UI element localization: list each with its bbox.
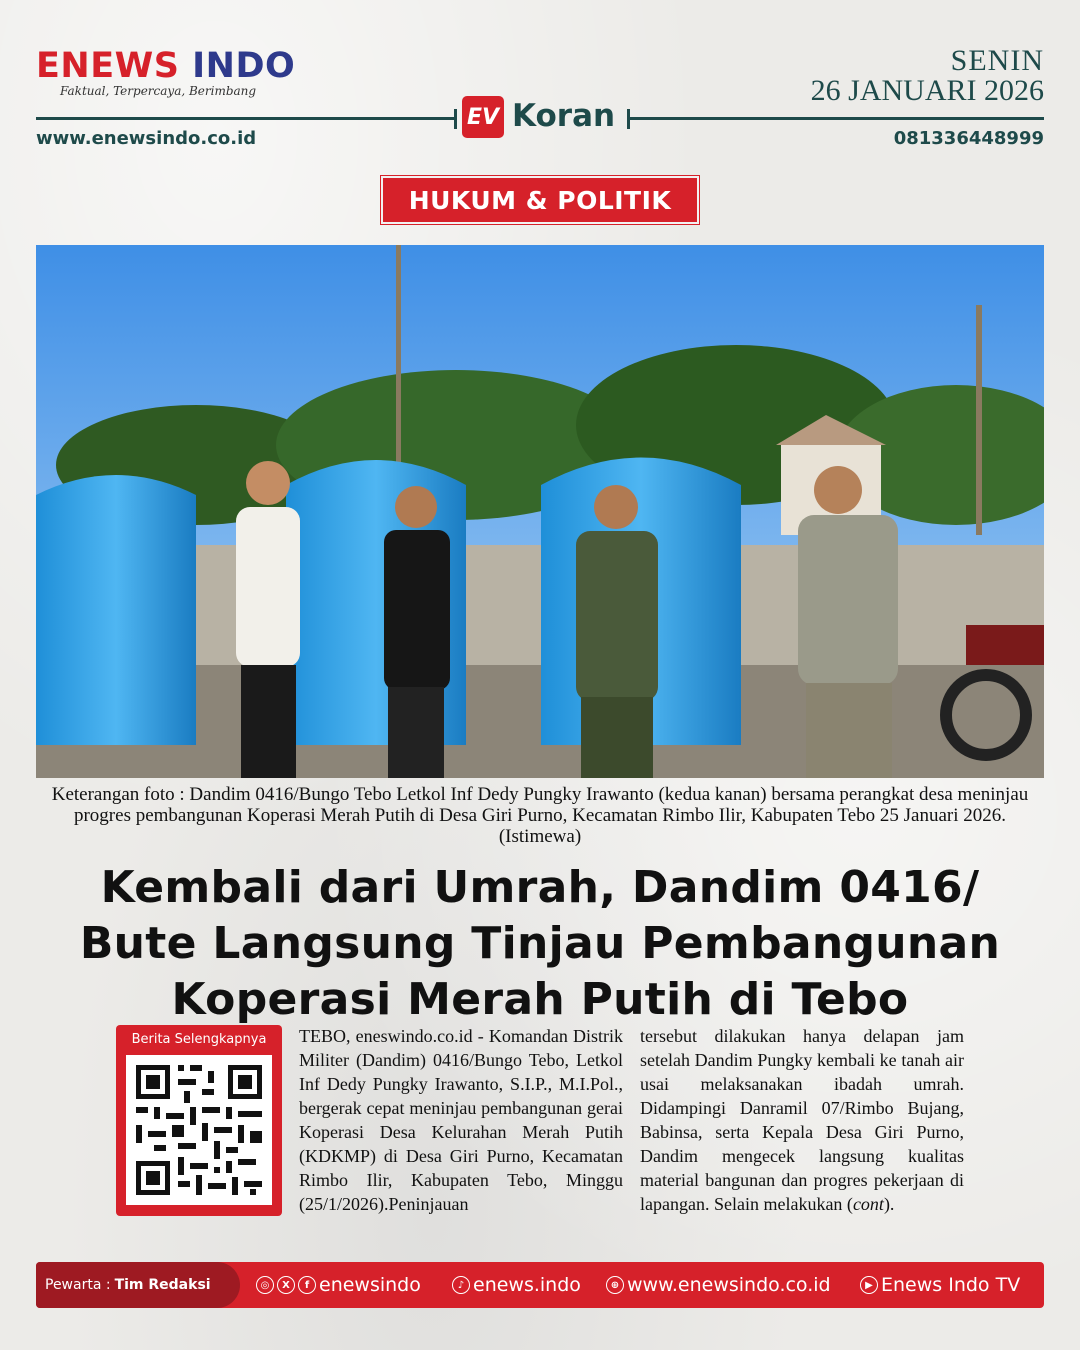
qr-label: Berita Selengkapnya xyxy=(131,1032,267,1047)
youtube-link[interactable] xyxy=(860,1262,1020,1308)
article-photo xyxy=(36,245,1044,778)
qr-card[interactable] xyxy=(116,1025,282,1216)
qr-code[interactable] xyxy=(126,1055,272,1205)
instagram-icon: ◎ xyxy=(256,1276,274,1294)
article-headline xyxy=(36,860,1044,1028)
masthead-rule-left xyxy=(36,117,454,120)
social-handle-text: enewsindo xyxy=(319,1274,421,1296)
category-badge: HUKUM & POLITIK xyxy=(381,176,699,224)
ev-logo-icon: EV xyxy=(462,96,504,138)
rule-end-left xyxy=(454,109,457,129)
youtube-text: Enews Indo TV xyxy=(881,1274,1021,1296)
brand-word-indo: INDO xyxy=(192,46,296,86)
facebook-icon: f xyxy=(298,1276,316,1294)
edition-label: Koran xyxy=(512,98,616,134)
issue-date: 26 JANUARI 2026 xyxy=(810,74,1044,107)
tiktok-link[interactable] xyxy=(452,1262,581,1308)
site-text: www.enewsindo.co.id xyxy=(627,1274,831,1296)
photo-caption: Keterangan foto : Dandim 0416/Bungo Tebo Letkol Inf Dedy Pungky Irawanto (kedua kanan) bersama perangkat desa meninjau progres pembangunan Koperasi Merah Putih di Desa Giri Purno, Kecamatan Rimbo Ilir, Kabupaten Tebo 25 Januari 2026. (Istimewa) xyxy=(51,784,1029,847)
article-column-1: TEBO, eneswindo.co.id - Komandan Distrik Militer (Dandim) 0416/Bungo Tebo, Letkol Inf Dedy Pungky Irawanto, S.I.P., M.I.Pol., bergerak cepat meninjau pembangunan gerai Koperasi Desa Kelurahan Merah Putih (KDKMP) di Desa Giri Purno, Kecamatan Rimbo Ilir, Kabupaten Tebo, Minggu (25/1/2026).Peninjauan xyxy=(299,1026,623,1214)
issue-day: SENIN xyxy=(950,44,1044,77)
article-column-2 xyxy=(640,1024,964,1216)
youtube-icon: ▶ xyxy=(860,1276,878,1294)
masthead-rule-right xyxy=(630,117,1044,120)
footer-bar xyxy=(36,1262,1044,1308)
tiktok-text: enews.indo xyxy=(473,1274,581,1296)
brand-tagline: Faktual, Terpercaya, Berimbang xyxy=(60,84,257,98)
x-icon: X xyxy=(277,1276,295,1294)
article-column-2-end: ). xyxy=(883,1194,895,1214)
tiktok-icon: ♪ xyxy=(452,1276,470,1294)
social-handle[interactable] xyxy=(256,1262,421,1308)
headline-line-3: Koperasi Merah Putih di Tebo xyxy=(171,974,909,1025)
reporter-label: Pewarta : xyxy=(45,1277,111,1293)
reporter-credit xyxy=(36,1262,240,1308)
reporter-name: Tim Redaksi xyxy=(114,1277,211,1293)
brand-word-enews: ENEWS xyxy=(36,46,180,86)
article-column-2-text: tersebut dilakukan hanya delapan jam setelah Dandim Pungky kembali ke tanah air usai melaksanakan ibadah umrah. Didampingi Danramil 07/Rimbo Bujang, Babinsa, serta Kepala Desa Giri Purno, Dandim mengecek langsung kualitas material bangunan dan progres pekerjaan di lapangan. Selain melakukan ( xyxy=(640,1026,964,1214)
site-link[interactable] xyxy=(606,1262,831,1308)
phone-number: 081336448999 xyxy=(893,128,1044,149)
brand-logo xyxy=(36,46,295,86)
website-link[interactable]: www.enewsindo.co.id xyxy=(36,128,257,149)
headline-line-2: Bute Langsung Tinjau Pembangunan xyxy=(79,918,1001,969)
continued-marker: cont xyxy=(852,1194,884,1214)
globe-icon: ⊕ xyxy=(606,1276,624,1294)
rule-end-right xyxy=(627,109,630,129)
headline-line-1: Kembali dari Umrah, Dandim 0416/ xyxy=(100,862,980,913)
